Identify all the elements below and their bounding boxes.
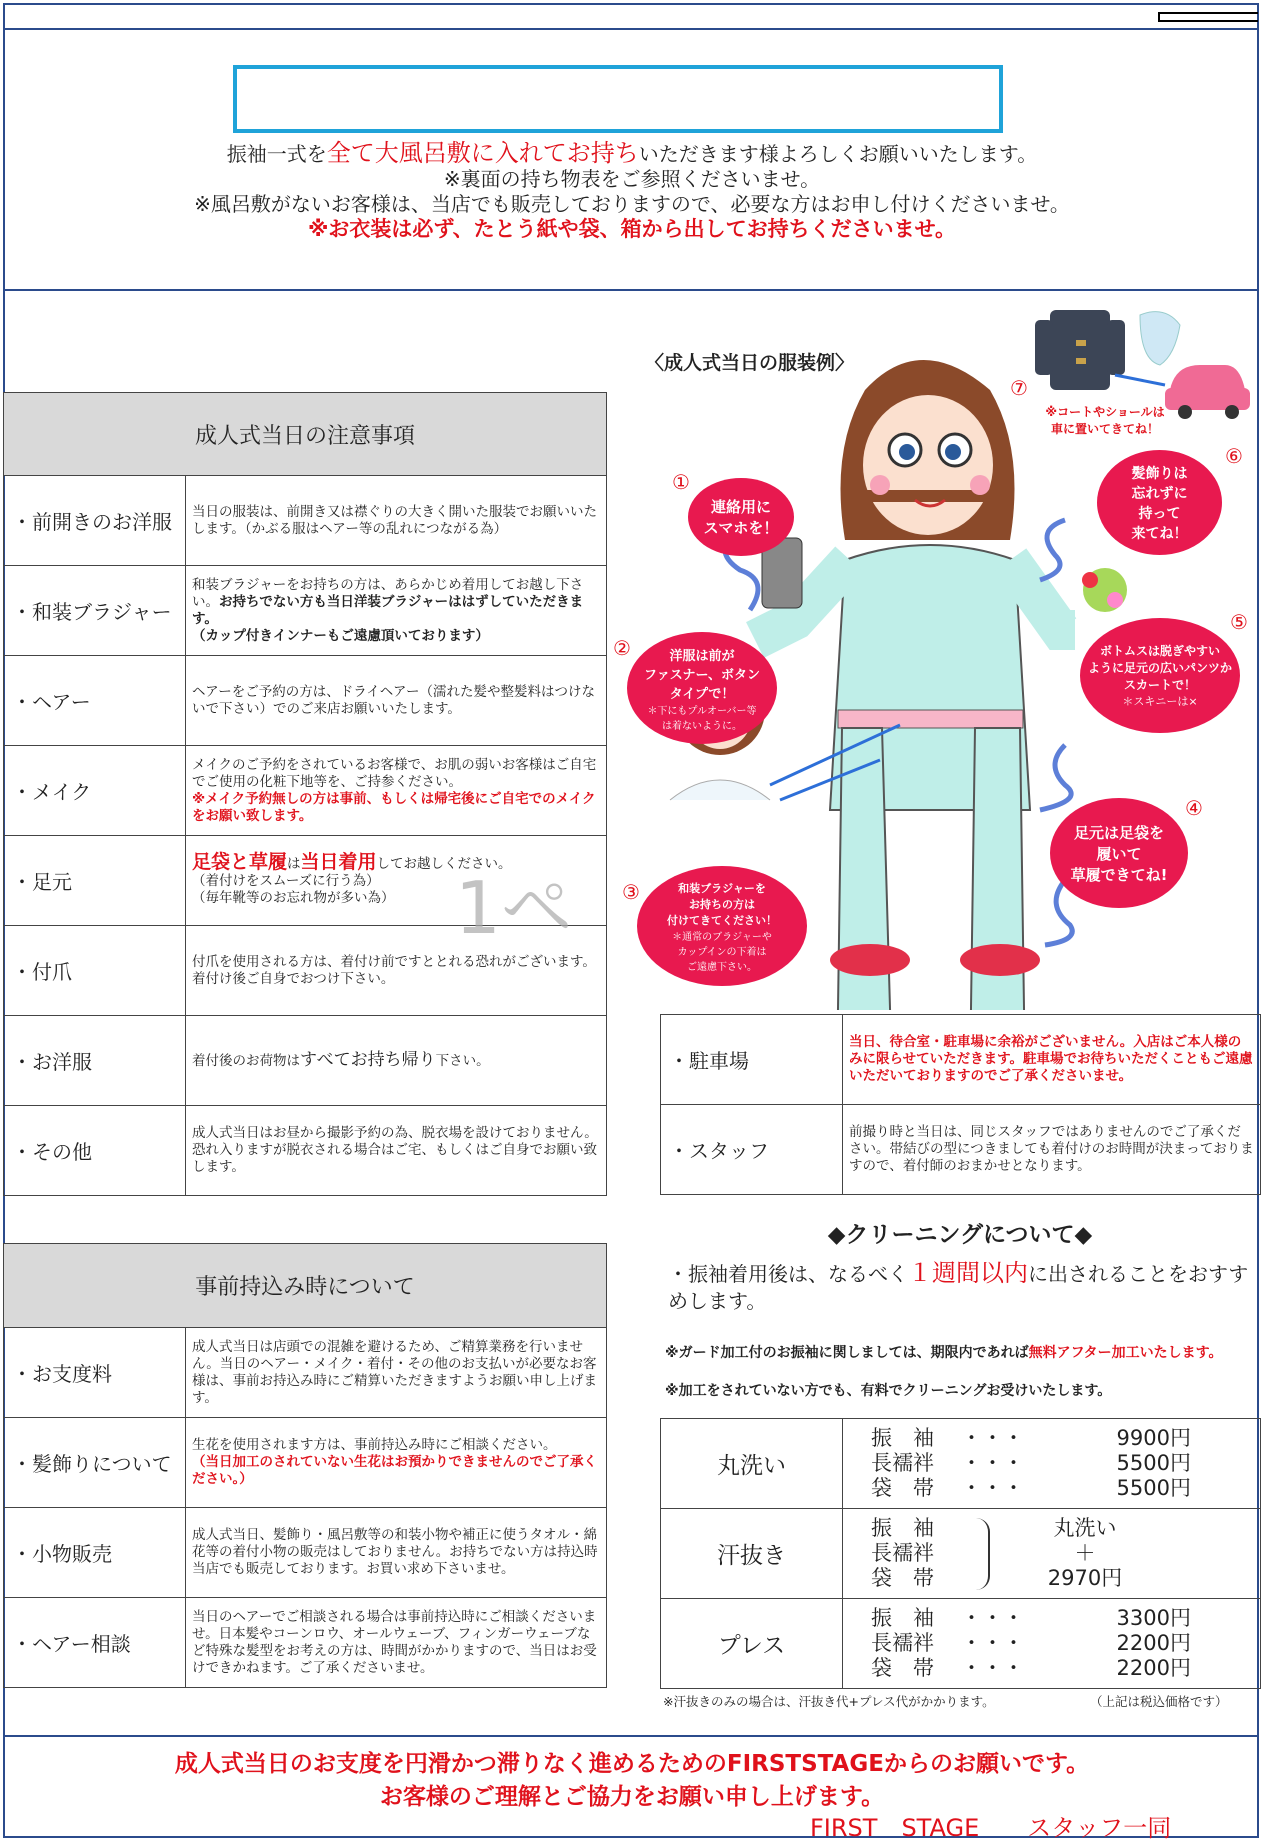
prebring-text: 生花を使用されます方は、事前持込み時にご相談ください。 （当日加工のされていない生花はお預かりできませんのでご了承ください。）	[186, 1418, 607, 1508]
corner-mark	[1158, 12, 1258, 22]
brace-icon	[966, 1518, 990, 1590]
notes-text: 足袋と草履は当日着用してお越しください。 （着付けをスムーズに行う為） （毎年靴等のお忘れ物が多い為）	[186, 836, 607, 926]
price-items: 振 袖 ・・・ 3300円 長襦袢 ・・・ 2200円 袋 帯 ・・・ 2200円	[843, 1599, 1261, 1689]
footer-line-1: 成人式当日のお支度を円滑かつ滞りなく進めるためのFIRSTSTAGEからのお願いです。	[174, 1751, 1090, 1777]
coat-caption: ※コートやショールは 車に置いてきてね！	[1045, 405, 1165, 436]
illustration-title: 〈成人式当日の服装例〉	[645, 352, 855, 374]
parking-table	[660, 1014, 1261, 1195]
prebring-label: ・お支度料	[4, 1328, 186, 1418]
bubble-smartphone: 連絡用に スマホを！	[688, 478, 794, 556]
notes-label: ・お洋服	[4, 1016, 186, 1106]
bubble-bottoms: ボトムスは脱ぎやすい ように足元の広いパンツか スカートで！ ＊スキニーは×	[1080, 618, 1240, 733]
top-divider	[3, 28, 1259, 30]
notes-label: ・足元	[4, 836, 186, 926]
bubble-bra: 和装ブラジャーを お持ちの方は 付けてきてください！ ＊通常のブラジャーや カップインの下着は ご遠慮下さい。	[637, 866, 807, 986]
prebring-label: ・小物販売	[4, 1508, 186, 1598]
bubble-number: ⑤	[1230, 610, 1248, 634]
footer-divider	[3, 1735, 1259, 1737]
footer-signature: FIRST STAGE スタッフ一同	[810, 1814, 1172, 1842]
price-name: 汗抜き	[661, 1509, 843, 1599]
bubble-number: ④	[1185, 796, 1203, 820]
intro-line-3: ※風呂敷がないお客様は、当店でも販売しておりますので、必要な方はお申し付けくださいませ。	[194, 192, 1070, 216]
price-footnote: ※汗抜きのみの場合は、汗抜き代+プレス代がかかります。	[663, 1694, 995, 1709]
notes-label: ・付爪	[4, 926, 186, 1016]
prebring-text: 当日のヘアーでご相談される場合は事前持込時にご相談くださいませ。日本髪やコーンロウ、オールウェーブ、フィンガーウェーブなど特殊な髪型をお考えの方は、時間がかかりますので、当日はお受けできかねます。ご了承くださいませ。	[186, 1598, 607, 1688]
coat-icon	[1035, 310, 1125, 390]
notes-text: ヘアーをご予約の方は、ドライヘアー（濡れた髪や整髪料はつけないで下さい）でのご来店お願いいたします。	[186, 656, 607, 746]
prebring-header: 事前持込み時について	[4, 1244, 607, 1328]
notes-table	[3, 392, 607, 1196]
notes-text: 当日の服装は、前開き又は襟ぐりの大きく開いた服装でお願いいたします。（かぶる服はヘアー等の乱れにつながる為）	[186, 476, 607, 566]
intro-divider	[3, 289, 1259, 291]
prebring-text: 成人式当日は店頭での混雑を避けるため、ご精算業務を行いません。当日のヘアー・メイク・着付・その他のお支払いが必要なお客様は、事前お持込み時にご精算いただきますようお願い申し上げます。	[186, 1328, 607, 1418]
notes-text: 和装ブラジャーをお持ちの方は、あらかじめ着用してお越し下さい。お持ちでない方も当日洋装ブラジャーははずしていただきます。 （カップ付きインナーもご遠慮頂いております）	[186, 566, 607, 656]
cleaning-note-1: ※ガード加工付のお振袖に関しましては、期限内であれば無料アフター加工いたします。	[665, 1345, 1223, 1361]
arrow-icon	[1040, 520, 1065, 580]
zori-icon	[830, 944, 910, 976]
shawl-icon	[1140, 312, 1180, 365]
bubble-front-open: 洋服は前が ファスナー、ボタン タイプで！ ＊下にもプルオーバー等 は着ないように。	[627, 632, 777, 744]
prebring-table	[3, 1243, 607, 1688]
girl-figure	[755, 360, 1127, 1010]
notes-header: 成人式当日の注意事項	[4, 393, 607, 476]
staff-label: ・スタッフ	[661, 1105, 843, 1195]
bubble-number: ⑦	[1010, 376, 1028, 400]
arrow-icon	[1040, 745, 1071, 810]
intro-line-2: ※裏面の持ち物表をご参照くださいませ。	[443, 167, 821, 191]
zori-icon	[960, 944, 1040, 976]
prebring-label: ・髪飾りについて	[4, 1418, 186, 1508]
footer-line-2: お客様のご理解とご協力をお願い申し上げます。	[379, 1784, 885, 1810]
cleaning-lead: ・振袖着用後は、なるべく１週間以内に出されることをおすすめします。	[668, 1259, 1249, 1313]
cleaning-title: ◆クリーニングについて◆	[827, 1222, 1093, 1248]
parking-label: ・駐車場	[661, 1015, 843, 1105]
price-name: 丸洗い	[661, 1419, 843, 1509]
staff-text: 前撮り時と当日は、同じスタッフではありませんのでご了承ください。帯結びの型につきましても着付けのお時間が決まっておりますので、着付師のおまかせとなります。	[843, 1105, 1261, 1195]
bubble-hair-accessory: 髪飾りは 忘れずに 持って 来てね！	[1097, 450, 1222, 555]
title-box	[233, 65, 1003, 133]
intro-line-4: ※お衣装は必ず、たとう紙や袋、箱から出してお持ちくださいませ。	[307, 217, 957, 241]
tax-note: （上記は税込価格です）	[1090, 1694, 1228, 1709]
notes-label: ・和装ブラジャー	[4, 566, 186, 656]
bubble-number: ⑥	[1225, 444, 1243, 468]
watermark: 1ペ	[455, 866, 573, 950]
price-name: プレス	[661, 1599, 843, 1689]
price-table	[660, 1418, 1261, 1689]
notes-label: ・その他	[4, 1106, 186, 1196]
price-items: 振 袖 ・・・ 9900円 長襦袢 ・・・ 5500円 袋 帯 ・・・ 5500円	[843, 1419, 1261, 1509]
notes-text: 着付後のお荷物はすべてお持ち帰り下さい。	[186, 1016, 607, 1106]
bubble-number: ③	[622, 880, 640, 904]
notes-text: 付爪を使用される方は、着付け前ですととれる恐れがございます。着付け後ご自身でおつけ下さい。	[186, 926, 607, 1016]
notes-text: メイクのご予約をされているお客様で、お肌の弱いお客様はご自宅でご使用の化粧下地等を、ご持参ください。 ※メイク予約無しの方は事前、もしくは帰宅後にご自宅でのメイクをお願い致します。	[186, 746, 607, 836]
prebring-text: 成人式当日、髪飾り・風呂敷等の和装小物や補正に使うタオル・綿花等の着付小物の販売はしておりません。お持ちでない方は持込時当店でも販売しております。お買い求め下さいませ。	[186, 1508, 607, 1598]
intro-line-1: 振袖一式を全て大風呂敷に入れてお持ちいただきます様よろしくお願いいたします。	[226, 139, 1038, 167]
notes-text: 成人式当日はお昼から撮影予約の為、脱衣場を設けておりません。恐れ入りますが脱衣される場合はご宅、もしくはご自身でお願い致します。	[186, 1106, 607, 1196]
bubble-number: ②	[613, 636, 631, 660]
notes-label: ・メイク	[4, 746, 186, 836]
notes-label: ・前開きのお洋服	[4, 476, 186, 566]
arrow-icon	[1115, 375, 1165, 385]
price-items: 振 袖 長襦袢 袋 帯 丸洗い ＋ 2970円	[843, 1509, 1261, 1599]
bubble-number: ①	[672, 470, 690, 494]
cleaning-note-2: ※加工をされていない方でも、有料でクリーニングお受けいたします。	[665, 1383, 1112, 1399]
notes-label: ・ヘアー	[4, 656, 186, 746]
bubble-footwear: 足元は足袋を 履いて 草履できてね!	[1050, 798, 1188, 908]
prebring-label: ・ヘアー相談	[4, 1598, 186, 1688]
parking-text: 当日、待合室・駐車場に余裕がございません。入店はご本人様のみに限らせていただきます。駐車場でお待ちいただくこともご遠慮いただいておりますのでご了承くださいませ。	[843, 1015, 1261, 1105]
